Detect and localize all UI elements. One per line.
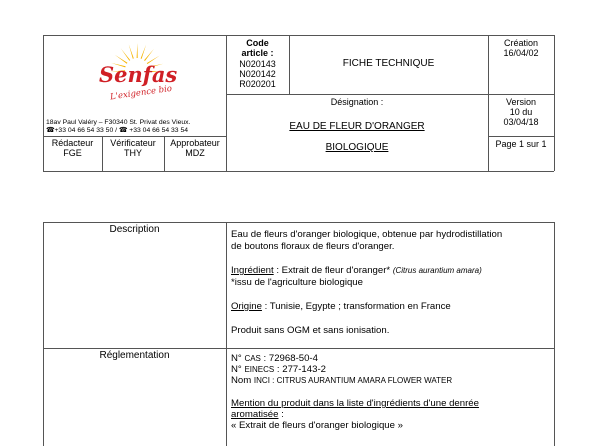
address-line: 18av Paul Valéry – F30340 St. Privat des Vieux.	[46, 119, 191, 126]
product-name-2	[226, 142, 488, 154]
description-content	[231, 229, 551, 337]
sun-ray	[129, 44, 134, 59]
article-code: R020201	[239, 79, 276, 89]
sun-ray	[141, 45, 147, 59]
article-code: N020143	[239, 59, 276, 69]
regulation-label: Réglementation	[99, 350, 170, 361]
product-name-line1: EAU DE FLEUR D'ORANGER	[289, 121, 425, 132]
role-redacteur: Rédacteur FGE	[51, 138, 94, 158]
version-cell	[488, 97, 554, 127]
version-label: Version	[505, 97, 537, 107]
description-text: Eau de fleurs d'oranger biologique, obtenue par hydrodistillation	[231, 229, 503, 240]
role-approbateur: Approbateur MDZ	[170, 138, 220, 158]
phone-line: ☎+33 04 66 54 33 50 / ☎ +33 04 66 54 33 54	[46, 127, 189, 134]
cas-number: N° CAS : 72968-50-4	[231, 353, 318, 364]
creation-cell	[488, 38, 554, 58]
sun-ray	[121, 48, 130, 60]
description-label: Description	[109, 224, 160, 235]
doc-type-title: FICHE TECHNIQUE	[342, 58, 435, 69]
creation-date: 16/04/02	[503, 48, 539, 58]
logo-tagline-text: L'exigence bio	[109, 83, 173, 102]
version-number: 10 du	[509, 107, 533, 117]
ingredient-line: Ingrédient : Extrait de fleur d'oranger* (Citrus aurantium amara)	[231, 265, 482, 276]
description-text: de boutons floraux de fleurs d'oranger.	[231, 241, 395, 252]
code-article-label: Code article :	[241, 38, 274, 58]
designation-label: Désignation :	[330, 97, 384, 107]
ogm-statement: Produit sans OGM et sans ionisation.	[231, 325, 390, 336]
mention-heading-2: aromatisée :	[231, 409, 284, 420]
product-name-line2: BIOLOGIQUE	[325, 142, 389, 153]
einecs-number: N° EINECS : 277-143-2	[231, 364, 326, 375]
code-article-cell	[226, 38, 289, 89]
regulation-content	[231, 353, 551, 431]
role-verificateur: Vérificateur THY	[110, 138, 156, 158]
brand-logo	[85, 40, 185, 102]
sun-ray	[144, 49, 154, 61]
page-number: Page 1 sur 1	[495, 139, 547, 149]
article-code: N020142	[239, 69, 276, 79]
logo-brand-text: Senfas	[99, 62, 178, 87]
version-date: 03/04/18	[503, 117, 539, 127]
company-address	[46, 119, 228, 135]
origin-line: Origine : Tunisie, Egypte ; transformation en France	[231, 301, 451, 312]
product-name	[226, 121, 488, 133]
mention-heading: Mention du produit dans la liste d'ingrédients d'une denrée	[231, 398, 479, 409]
inci-name: Nom INCI : CITRUS AURANTIUM AMARA FLOWER WATER	[231, 375, 453, 386]
sun-ray	[137, 43, 138, 58]
mention-value: « Extrait de fleurs d'oranger biologique »	[231, 420, 403, 431]
creation-label: Création	[503, 38, 539, 48]
organic-note: *issu de l'agriculture biologique	[231, 277, 363, 288]
